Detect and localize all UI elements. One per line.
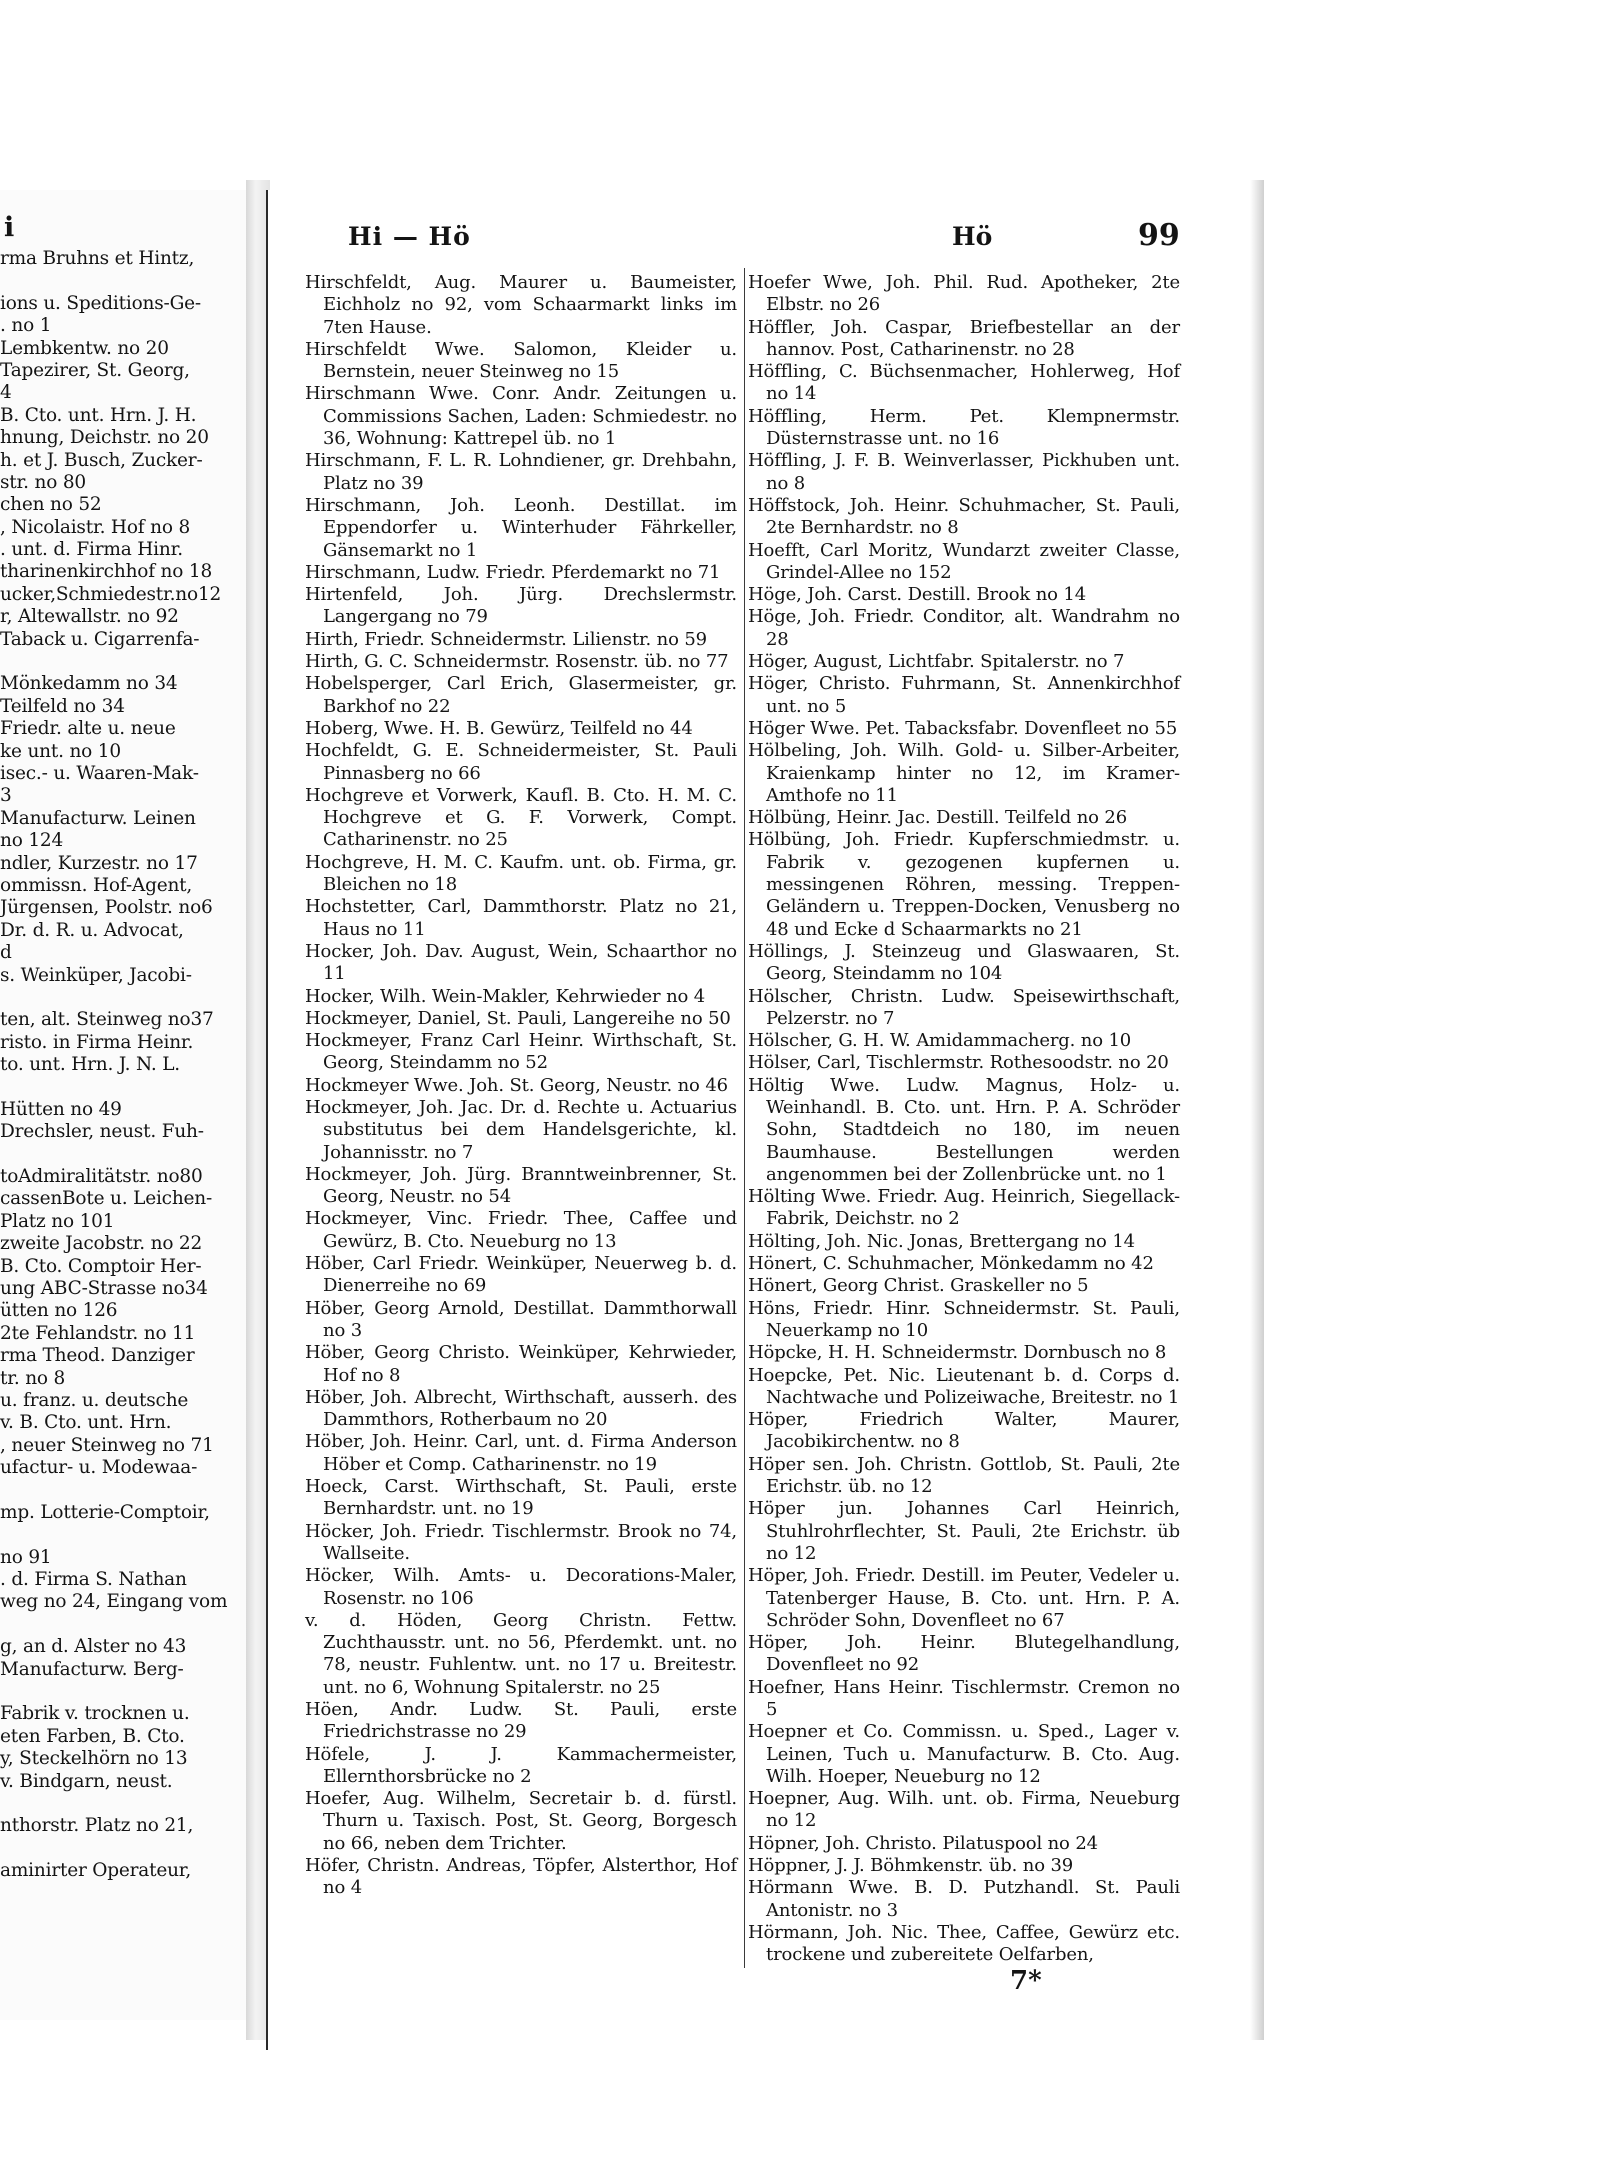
directory-entry: Hörmann, Joh. Nic. Thee, Caffee, Gewürz etc. trockene und zubereitete Oelfarben, — [748, 1921, 1180, 1966]
directory-entry: Hoefer, Aug. Wilhelm, Secretair b. d. fürstl. Thurn u. Taxisch. Post, St. Georg, Borgesch no 66, neben dem Trichter. — [305, 1788, 737, 1854]
left-page-line: Manufacturw. Leinen — [0, 807, 196, 829]
directory-entry: Hocker, Wilh. Wein-Makler, Kehrwieder no 4 — [305, 985, 706, 1007]
left-page-line: no 124 — [0, 830, 64, 852]
left-page-line: hnung, Deichstr. no 20 — [0, 427, 209, 449]
directory-entry: Höpner, Joh. Christo. Pilatuspool no 24 — [748, 1832, 1098, 1854]
directory-column-left — [305, 272, 737, 1900]
left-page-line: Tapezirer, St. Georg, — [0, 359, 190, 381]
directory-entry: Höffler, Joh. Caspar, Briefbestellar an der hannov. Post, Catharinenstr. no 28 — [748, 316, 1180, 360]
left-page-line: ten, alt. Steinweg no37 — [0, 1009, 214, 1031]
directory-entry: Hockmeyer, Franz Carl Heinr. Wirthschaft, St. Georg, Steindamm no 52 — [305, 1030, 737, 1074]
left-page-line: d — [0, 942, 12, 964]
left-page-line: mp. Lotterie-Comptoir, — [0, 1501, 210, 1523]
directory-entry: Hölbüng, Heinr. Jac. Destill. Teilfeld no 26 — [748, 807, 1128, 829]
left-page-line: u. franz. u. deutsche — [0, 1389, 189, 1411]
left-page-line: chen no 52 — [0, 494, 102, 516]
directory-entry: v. d. Höden, Georg Christn. Fettw. Zuchthausstr. unt. no 56, Pferdemkt. unt. no 78, neustr. Fuhlentw. unt. no 17 u. Breitestr. unt. no 6, Wohnung Spitalerstr. no 25 — [305, 1609, 737, 1698]
left-page-line: y, Steckelhörn no 13 — [0, 1748, 188, 1770]
directory-entry: Hirschmann, F. L. R. Lohndiener, gr. Drehbahn, Platz no 39 — [305, 450, 737, 494]
directory-entry: Höper, Joh. Friedr. Destill. im Peuter, Vedeler u. Tatenberger Hause, B. Cto. unt. Hrn. P. A. Schröder Sohn, Dovenfleet no 67 — [748, 1565, 1180, 1631]
left-page-line: Fabrik v. trocknen u. — [0, 1703, 190, 1725]
left-page-line: h. et J. Busch, Zucker- — [0, 449, 203, 471]
left-page-line — [0, 1076, 250, 1098]
directory-entry: Hochstetter, Carl, Dammthorstr. Platz no 21, Haus no 11 — [305, 896, 737, 940]
left-page-line: B. Cto. unt. Hrn. J. H. — [0, 404, 197, 426]
left-page-line: ke unt. no 10 — [0, 740, 121, 762]
left-page-line: aminirter Operateur, — [0, 1860, 192, 1882]
directory-entry: Hoepner, Aug. Wilh. unt. ob. Firma, Neueburg no 12 — [748, 1788, 1180, 1832]
directory-entry: Höper jun. Johannes Carl Heinrich, Stuhlrohrflechter, St. Pauli, 2te Erichstr. üb no 12 — [748, 1498, 1180, 1564]
directory-entry: Höper, Friedrich Walter, Maurer, Jacobikirchentw. no 8 — [748, 1409, 1180, 1453]
directory-entry: Hoefft, Carl Moritz, Wundarzt zweiter Classe, Grindel-Allee no 152 — [748, 539, 1180, 583]
directory-entry: Hockmeyer, Joh. Jac. Dr. d. Rechte u. Actuarius substitutus bei dem Handelsgerichte, kl. Johannisstr. no 7 — [305, 1096, 737, 1163]
directory-entry: Hölting, Joh. Nic. Jonas, Brettergang no 14 — [748, 1230, 1135, 1252]
left-page-line: v. Bindgarn, neust. — [0, 1770, 173, 1792]
directory-entry: Höge, Joh. Carst. Destill. Brook no 14 — [748, 584, 1087, 606]
directory-entry: Hönert, Georg Christ. Graskeller no 5 — [748, 1275, 1089, 1297]
directory-entry: Hobelsperger, Carl Erich, Glasermeister, gr. Barkhof no 22 — [305, 673, 737, 717]
directory-entry: Höns, Friedr. Hinr. Schneidermstr. St. Pauli, Neuerkamp no 10 — [748, 1297, 1180, 1341]
left-page-line: Drechsler, neust. Fuh- — [0, 1121, 204, 1143]
directory-entry: Hirth, G. C. Schneidermstr. Rosenstr. üb. no 77 — [305, 651, 729, 673]
left-page-line: Platz no 101 — [0, 1210, 115, 1232]
directory-entry: Höber, Georg Christo. Weinküper, Kehrwieder, Hof no 8 — [305, 1342, 737, 1386]
left-page-line: no 91 — [0, 1546, 52, 1568]
directory-entry: Hoefner, Hans Heinr. Tischlermstr. Cremon no 5 — [748, 1676, 1180, 1720]
directory-entry: Höge, Joh. Friedr. Conditor, alt. Wandrahm no 28 — [748, 606, 1180, 650]
column-divider — [744, 268, 745, 1968]
left-page-line: tharinenkirchhof no 18 — [0, 561, 213, 583]
left-page-line — [0, 1793, 250, 1815]
directory-entry: Hirschmann, Ludw. Friedr. Pferdemarkt no 71 — [305, 561, 721, 583]
left-page-line: risto. in Firma Heinr. — [0, 1031, 194, 1053]
directory-entry: Hönert, C. Schuhmacher, Mönkedamm no 42 — [748, 1253, 1154, 1275]
directory-entry: Hockmeyer Wwe. Joh. St. Georg, Neustr. no 46 — [305, 1074, 728, 1096]
left-page-line: rma Bruhns et Hintz, — [0, 248, 195, 269]
left-page-line: 2te Fehlandstr. no 11 — [0, 1322, 196, 1344]
directory-entry: Höltig Wwe. Ludw. Magnus, Holz- u. Weinhandl. B. Cto. unt. Hrn. P. A. Schröder Sohn, Stadtdeich no 180, im neuen Baumhause. Bestellungen werden angenommen bei der Zollenbrücke unt. no 1 — [748, 1074, 1180, 1185]
left-page-line: ommissn. Hof-Agent, — [0, 874, 193, 896]
left-page-line — [0, 1614, 250, 1636]
left-page-line: . no 1 — [0, 315, 52, 337]
directory-entry: Hölser, Carl, Tischlermstr. Rothesoodstr. no 20 — [748, 1052, 1169, 1074]
directory-entry: Hockmeyer, Joh. Jürg. Branntweinbrenner, St. Georg, Neustr. no 54 — [305, 1163, 737, 1208]
directory-entry: Höger, Christo. Fuhrmann, St. Annenkirchhof unt. no 5 — [748, 673, 1180, 717]
left-page-line: Jürgensen, Poolstr. no6 — [0, 897, 213, 919]
directory-entry: Hirth, Friedr. Schneidermstr. Lilienstr. no 59 — [305, 628, 707, 650]
left-page-line: ndler, Kurzestr. no 17 — [0, 852, 198, 874]
directory-entry: Höpcke, H. H. Schneidermstr. Dornbusch no 8 — [748, 1342, 1167, 1364]
left-page-line: 3 — [0, 785, 12, 807]
left-page-line: zweite Jacobstr. no 22 — [0, 1233, 203, 1255]
left-page-line: eten Farben, B. Cto. — [0, 1725, 185, 1747]
directory-entry: Höen, Andr. Ludw. St. Pauli, erste Friedrichstrasse no 29 — [305, 1699, 737, 1743]
directory-entry: Hirschfeldt Wwe. Salomon, Kleider u. Bernstein, neuer Steinweg no 15 — [305, 338, 737, 383]
directory-entry: Höber, Joh. Albrecht, Wirthschaft, ausserh. des Dammthors, Rotherbaum no 20 — [305, 1386, 737, 1431]
directory-column-right — [748, 272, 1180, 1967]
left-page-line: g, an d. Alster no 43 — [0, 1636, 187, 1658]
left-page-line: v. B. Cto. unt. Hrn. — [0, 1412, 172, 1434]
directory-entry: Höffling, C. Büchsenmacher, Hohlerweg, Hof no 14 — [748, 361, 1180, 405]
left-page-line — [0, 1144, 250, 1166]
left-page-line: Hütten no 49 — [0, 1098, 122, 1120]
left-page-header: i — [4, 212, 15, 243]
left-page-line: . d. Firma S. Nathan — [0, 1569, 187, 1591]
directory-entry: Höcker, Wilh. Amts- u. Decorations-Maler, Rosenstr. no 106 — [305, 1565, 737, 1609]
directory-entry: Hochgreve et Vorwerk, Kaufl. B. Cto. H. M. C. Hochgreve et G. F. Vorwerk, Compt. Catharinenstr. no 25 — [305, 784, 737, 851]
left-page-line: cassenBote u. Leichen- — [0, 1188, 213, 1210]
left-page-line: str. no 80 — [0, 471, 86, 493]
left-page-line — [0, 1681, 250, 1703]
directory-entry: Höper sen. Joh. Christn. Gottlob, St. Pauli, 2te Erichstr. üb. no 12 — [748, 1453, 1180, 1498]
left-page-line — [0, 270, 250, 292]
directory-entry: Höper, Joh. Heinr. Blutegelhandlung, Dovenfleet no 92 — [748, 1632, 1180, 1676]
directory-entry: Hirschmann Wwe. Conr. Andr. Zeitungen u. Commissions Sachen, Laden: Schmiedestr. no 36, Wohnung: Kattrepel üb. no 1 — [305, 383, 737, 450]
directory-entry: Hoeck, Carst. Wirthschaft, St. Pauli, erste Bernhardstr. unt. no 19 — [305, 1476, 737, 1520]
directory-entry: Höcker, Joh. Friedr. Tischlermstr. Brook no 74, Wallseite. — [305, 1520, 737, 1564]
left-page-line: ions u. Speditions-Ge- — [0, 292, 201, 314]
left-page-line: tr. no 8 — [0, 1367, 66, 1389]
left-page-line: Taback u. Cigarrenfa- — [0, 628, 200, 650]
directory-entry: Hoberg, Wwe. H. B. Gewürz, Teilfeld no 44 — [305, 717, 693, 739]
directory-entry: Höllings, J. Steinzeug und Glaswaaren, St. Georg, Steindamm no 104 — [748, 940, 1180, 985]
left-page-line: toAdmiralitätstr. no80 — [0, 1166, 203, 1188]
directory-entry: Hirtenfeld, Joh. Jürg. Drechslermstr. Langergang no 79 — [305, 584, 737, 628]
left-page-line: ucker,Schmiedestr.no12 — [0, 583, 222, 605]
left-page-line: rma Theod. Danziger — [0, 1345, 195, 1367]
left-page-line: Friedr. alte u. neue — [0, 718, 176, 740]
left-page-line: ung ABC-Strasse no34 — [0, 1277, 208, 1299]
left-page-line — [0, 1524, 250, 1546]
directory-entry: Hochfeldt, G. E. Schneidermeister, St. Pauli Pinnasberg no 66 — [305, 740, 737, 784]
left-page-text — [0, 248, 250, 1883]
left-page-line: r, Altewallstr. no 92 — [0, 606, 179, 628]
left-page-line: nthorstr. Platz no 21, — [0, 1815, 194, 1837]
left-page-line: B. Cto. Comptoir Her- — [0, 1255, 202, 1277]
running-head-left: Hi — Hö — [348, 222, 471, 251]
left-facing-page — [0, 190, 250, 2020]
directory-entry: Hocker, Joh. Dav. August, Wein, Schaarthor no 11 — [305, 940, 737, 985]
page-number: 99 — [1138, 218, 1180, 253]
directory-entry: Hölbeling, Joh. Wilh. Gold- u. Silber-Arbeiter, Kraienkamp hinter no 12, im Kramer-Amthofe no 11 — [748, 740, 1180, 806]
left-page-line: . unt. d. Firma Hinr. — [0, 539, 183, 561]
directory-entry: Hoepner et Co. Commissn. u. Sped., Lager v. Leinen, Tuch u. Manufacturw. B. Cto. Aug. Wilh. Hoeper, Neueburg no 12 — [748, 1721, 1180, 1787]
left-page-line — [0, 1838, 250, 1860]
running-head-right: Hö — [952, 222, 993, 251]
directory-entry: Hölbüng, Joh. Friedr. Kupferschmiedmstr. u. Fabrik v. gezogenen kupfernen u. messingenen Röhren, messing. Treppen-Geländern u. Treppen-Docken, Venusberg no 48 und Ecke d Schaarmarkts no 21 — [748, 829, 1180, 940]
directory-entry: Höffling, Herm. Pet. Klempnermstr. Düsternstrasse unt. no 16 — [748, 405, 1180, 450]
left-page-line — [0, 987, 250, 1009]
directory-entry: Höber, Joh. Heinr. Carl, unt. d. Firma Anderson Höber et Comp. Catharinenstr. no 19 — [305, 1431, 737, 1475]
left-page-line: 4 — [0, 382, 12, 404]
directory-entry: Höffstock, Joh. Heinr. Schuhmacher, St. Pauli, 2te Bernhardstr. no 8 — [748, 494, 1180, 539]
directory-entry: Hockmeyer, Vinc. Friedr. Thee, Caffee und Gewürz, B. Cto. Neueburg no 13 — [305, 1208, 737, 1252]
directory-entry: Hochgreve, H. M. C. Kaufm. unt. ob. Firma, gr. Bleichen no 18 — [305, 851, 737, 896]
left-page-line: , neuer Steinweg no 71 — [0, 1434, 214, 1456]
left-page-line: Dr. d. R. u. Advocat, — [0, 919, 184, 941]
directory-entry: Hölscher, G. H. W. Amidammacherg. no 10 — [748, 1030, 1132, 1052]
left-page-line: Mönkedamm no 34 — [0, 673, 178, 695]
signature-mark: 7* — [1010, 1966, 1042, 1996]
left-page-line: weg no 24, Eingang vom — [0, 1591, 228, 1613]
directory-entry: Hoepcke, Pet. Nic. Lieutenant b. d. Corps d. Nachtwache und Polizeiwache, Breitestr. no 1 — [748, 1364, 1180, 1408]
directory-entry: Höber, Georg Arnold, Destillat. Dammthorwall no 3 — [305, 1297, 737, 1341]
directory-entry: Höffling, J. F. B. Weinverlasser, Pickhuben unt. no 8 — [748, 450, 1180, 494]
directory-entry: Höfele, J. J. Kammachermeister, Ellernthorsbrücke no 2 — [305, 1743, 737, 1787]
left-page-line — [0, 1479, 250, 1501]
directory-entry: Höger Wwe. Pet. Tabacksfabr. Dovenfleet no 55 — [748, 717, 1178, 739]
directory-entry: Hölscher, Christn. Ludw. Speisewirthschaft, Pelzerstr. no 7 — [748, 985, 1180, 1029]
directory-entry: Höfer, Christn. Andreas, Töpfer, Alsterthor, Hof no 4 — [305, 1855, 737, 1899]
directory-entry: Höger, August, Lichtfabr. Spitalerstr. no 7 — [748, 651, 1125, 673]
left-page-line: s. Weinküper, Jacobi- — [0, 964, 192, 986]
left-page-line: isec.- u. Waaren-Mak- — [0, 762, 199, 784]
left-page-line: , Nicolaistr. Hof no 8 — [0, 516, 191, 538]
left-page-line: ufactur- u. Modewaa- — [0, 1457, 198, 1479]
directory-entry: Hörmann Wwe. B. D. Putzhandl. St. Pauli Antonistr. no 3 — [748, 1877, 1180, 1921]
directory-entry: Hockmeyer, Daniel, St. Pauli, Langereihe no 50 — [305, 1007, 731, 1029]
left-page-line: to. unt. Hrn. J. N. L. — [0, 1054, 180, 1076]
page-edge-shadow — [1250, 180, 1264, 2040]
left-page-line: Manufacturw. Berg- — [0, 1658, 184, 1680]
left-page-line: Teilfeld no 34 — [0, 695, 125, 717]
directory-entry: Hirschmann, Joh. Leonh. Destillat. im Eppendorfer u. Winterhuder Fährkeller, Gänsemarkt no 1 — [305, 494, 737, 561]
left-page-line: Lembkentw. no 20 — [0, 337, 169, 359]
left-page-line — [0, 651, 250, 673]
directory-entry: Hölting Wwe. Friedr. Aug. Heinrich, Siegellack-Fabrik, Deichstr. no 2 — [748, 1186, 1180, 1230]
directory-entry: Höppner, J. J. Böhmkenstr. üb. no 39 — [748, 1855, 1074, 1877]
left-page-line: ütten no 126 — [0, 1300, 118, 1322]
directory-entry: Hoefer Wwe, Joh. Phil. Rud. Apotheker, 2te Elbstr. no 26 — [748, 272, 1180, 316]
directory-entry: Hirschfeldt, Aug. Maurer u. Baumeister, Eichholz no 92, vom Schaarmarkt links im 7ten Hause. — [305, 272, 737, 338]
directory-entry: Höber, Carl Friedr. Weinküper, Neuerweg b. d. Dienerreihe no 69 — [305, 1253, 737, 1297]
